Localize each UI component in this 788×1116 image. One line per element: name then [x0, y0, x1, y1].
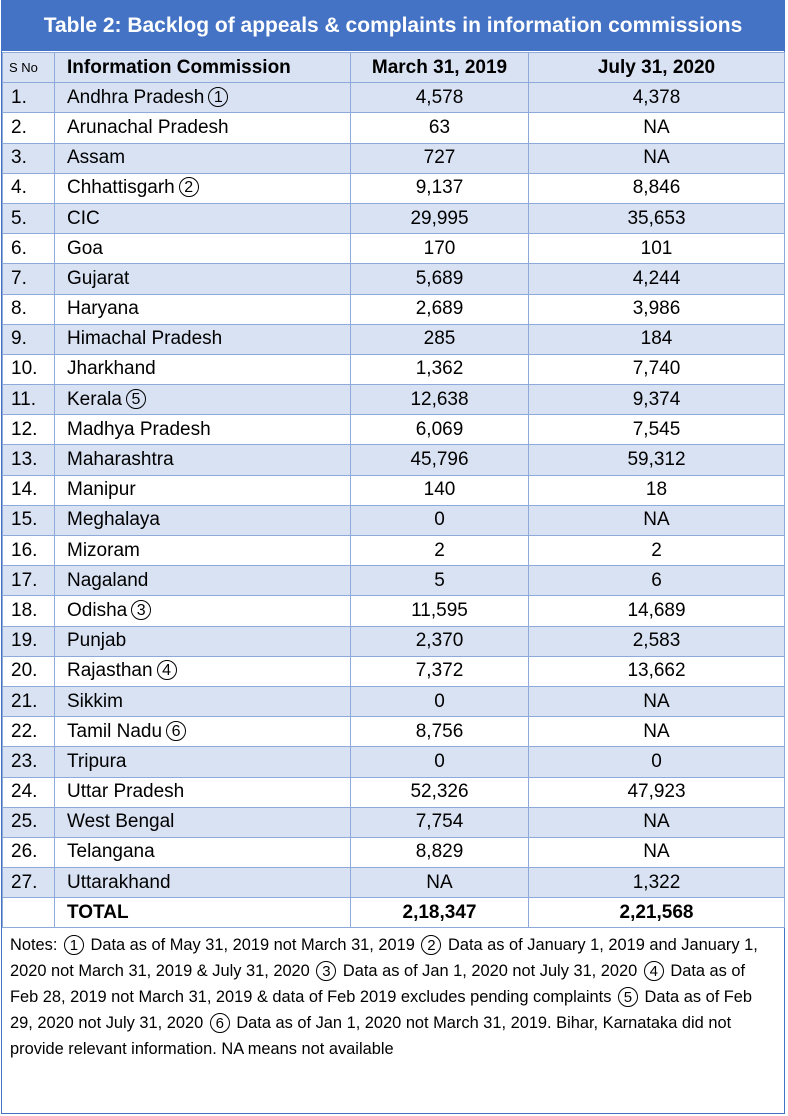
cell-commission-name	[55, 475, 351, 505]
commission-name: Meghalaya	[67, 509, 160, 531]
cell-commission-name	[55, 837, 351, 867]
cell-march-2019: NA	[351, 868, 529, 898]
table-row	[3, 445, 785, 475]
cell-july-2020: 101	[529, 234, 785, 264]
cell-sno: 11.	[3, 385, 55, 415]
footnote-ref: 5	[126, 389, 146, 409]
commission-name: CIC	[67, 207, 100, 229]
cell-sno: 15.	[3, 505, 55, 535]
commission-name: Uttar Pradesh	[67, 781, 185, 803]
table-body	[3, 83, 785, 928]
cell-sno: 8.	[3, 294, 55, 324]
cell-july-2020: 13,662	[529, 656, 785, 686]
table-row	[3, 234, 785, 264]
commission-name: Goa	[67, 237, 103, 259]
cell-march-2019: 63	[351, 113, 529, 143]
cell-march-2019: 6,069	[351, 415, 529, 445]
cell-sno: 2.	[3, 113, 55, 143]
cell-commission-name	[55, 807, 351, 837]
cell-commission-name	[55, 324, 351, 354]
cell-july-2020: 184	[529, 324, 785, 354]
cell-july-2020: NA	[529, 807, 785, 837]
table-row	[3, 294, 785, 324]
table-row	[3, 143, 785, 173]
table-row	[3, 83, 785, 113]
cell-march-2019: 2	[351, 536, 529, 566]
note-number: 5	[618, 987, 638, 1007]
cell-march-2019: 8,829	[351, 837, 529, 867]
cell-sno: 7.	[3, 264, 55, 294]
table-row	[3, 837, 785, 867]
cell-sno: 17.	[3, 566, 55, 596]
table-row	[3, 475, 785, 505]
table-row	[3, 656, 785, 686]
cell-july-2020: 4,244	[529, 264, 785, 294]
cell-march-2019: 45,796	[351, 445, 529, 475]
table-row	[3, 354, 785, 384]
table-row	[3, 596, 785, 626]
commission-name: Maharashtra	[67, 449, 174, 471]
cell-commission-name	[55, 354, 351, 384]
cell-commission-name	[55, 143, 351, 173]
cell-march-2019: 4,578	[351, 83, 529, 113]
cell-commission-name	[55, 777, 351, 807]
commission-name: Assam	[67, 147, 126, 169]
table-title: Table 2: Backlog of appeals & complaints in information commissions	[2, 1, 784, 52]
table-document	[1, 0, 785, 1114]
cell-july-2020: 4,378	[529, 83, 785, 113]
cell-sno: 25.	[3, 807, 55, 837]
cell-sno: 13.	[3, 445, 55, 475]
cell-sno: 20.	[3, 656, 55, 686]
table-row	[3, 173, 785, 203]
cell-march-2019: 8,756	[351, 717, 529, 747]
commission-name: Kerala	[67, 388, 122, 410]
cell-sno: 5.	[3, 203, 55, 233]
table-row	[3, 717, 785, 747]
cell-sno: 19.	[3, 626, 55, 656]
note-number: 2	[421, 935, 441, 955]
cell-march-2019: 7,372	[351, 656, 529, 686]
cell-july-2020: 59,312	[529, 445, 785, 475]
cell-commission-name	[55, 173, 351, 203]
cell-march-2019: 29,995	[351, 203, 529, 233]
cell-sno: 21.	[3, 686, 55, 716]
cell-commission-name	[55, 385, 351, 415]
header-july-2020: July 31, 2020	[529, 53, 785, 83]
cell-march-2019: 285	[351, 324, 529, 354]
cell-july-2020: NA	[529, 113, 785, 143]
cell-march-2019: 7,754	[351, 807, 529, 837]
cell-july-2020: 8,846	[529, 173, 785, 203]
note-text: Data as of Jan 1, 2020 not July 31, 2020	[342, 962, 638, 981]
cell-total-empty	[3, 898, 55, 928]
cell-march-2019: 1,362	[351, 354, 529, 384]
note-number: 6	[210, 1013, 230, 1033]
cell-sno: 1.	[3, 83, 55, 113]
cell-july-2020: 9,374	[529, 385, 785, 415]
cell-commission-name	[55, 596, 351, 626]
note-text: Data as of January 1, 2019 and January 1, 2020 not March 31, 2019 & July 31, 2020	[10, 936, 758, 981]
table-row	[3, 868, 785, 898]
cell-sno: 12.	[3, 415, 55, 445]
cell-march-2019: 11,595	[351, 596, 529, 626]
cell-commission-name	[55, 656, 351, 686]
cell-commission-name	[55, 83, 351, 113]
header-march-2019: March 31, 2019	[351, 53, 529, 83]
cell-july-2020: 6	[529, 566, 785, 596]
cell-march-2019: 52,326	[351, 777, 529, 807]
table-row	[3, 505, 785, 535]
footnote-ref: 6	[166, 721, 186, 741]
commission-name: Manipur	[67, 479, 136, 501]
cell-sno: 6.	[3, 234, 55, 264]
commission-name: Telangana	[67, 841, 155, 863]
table-row	[3, 536, 785, 566]
cell-july-2020: 0	[529, 747, 785, 777]
cell-commission-name	[55, 536, 351, 566]
table-row	[3, 415, 785, 445]
notes-prefix: Notes:	[10, 936, 58, 955]
commission-name: Madhya Pradesh	[67, 418, 211, 440]
commission-name: Chhattisgarh	[67, 177, 175, 199]
cell-sno: 27.	[3, 868, 55, 898]
table-row	[3, 566, 785, 596]
note-number: 4	[644, 961, 664, 981]
table-row	[3, 747, 785, 777]
commission-name: Jharkhand	[67, 358, 156, 380]
commission-name: Mizoram	[67, 539, 140, 561]
cell-july-2020: NA	[529, 143, 785, 173]
cell-march-2019: 140	[351, 475, 529, 505]
cell-commission-name	[55, 747, 351, 777]
cell-sno: 3.	[3, 143, 55, 173]
cell-march-2019: 0	[351, 505, 529, 535]
cell-march-2019: 5	[351, 566, 529, 596]
cell-july-2020: 14,689	[529, 596, 785, 626]
cell-commission-name	[55, 294, 351, 324]
note-number: 3	[316, 961, 336, 981]
table-row	[3, 807, 785, 837]
cell-july-2020: NA	[529, 717, 785, 747]
cell-commission-name	[55, 203, 351, 233]
header-information-commission: Information Commission	[55, 53, 351, 83]
cell-july-2020: 7,740	[529, 354, 785, 384]
table-row	[3, 777, 785, 807]
footnote-ref: 2	[179, 177, 199, 197]
commission-name: Tripura	[67, 750, 127, 772]
cell-march-2019: 9,137	[351, 173, 529, 203]
commission-name: Sikkim	[67, 690, 123, 712]
cell-march-2019: 0	[351, 747, 529, 777]
footnote-ref: 1	[208, 87, 228, 107]
table-row	[3, 626, 785, 656]
commission-name: Tamil Nadu	[67, 720, 163, 742]
commission-name: Odisha	[67, 599, 128, 621]
notes-block	[2, 928, 784, 1062]
cell-commission-name	[55, 717, 351, 747]
cell-commission-name	[55, 415, 351, 445]
cell-july-2020: 3,986	[529, 294, 785, 324]
cell-sno: 14.	[3, 475, 55, 505]
cell-commission-name	[55, 686, 351, 716]
cell-july-2020: 18	[529, 475, 785, 505]
cell-july-2020: 1,322	[529, 868, 785, 898]
note-number: 1	[64, 935, 84, 955]
footnote-ref: 3	[131, 600, 151, 620]
table-row	[3, 385, 785, 415]
table-row	[3, 203, 785, 233]
cell-sno: 10.	[3, 354, 55, 384]
commission-name: Nagaland	[67, 569, 149, 591]
table-row	[3, 686, 785, 716]
cell-sno: 16.	[3, 536, 55, 566]
footnote-ref: 4	[157, 660, 177, 680]
commission-name: Gujarat	[67, 267, 130, 289]
cell-sno: 23.	[3, 747, 55, 777]
cell-march-2019: 12,638	[351, 385, 529, 415]
cell-july-2020: NA	[529, 505, 785, 535]
cell-commission-name	[55, 264, 351, 294]
cell-sno: 18.	[3, 596, 55, 626]
cell-commission-name	[55, 626, 351, 656]
cell-commission-name	[55, 445, 351, 475]
total-march-2019: 2,18,347	[351, 898, 529, 928]
total-july-2020: 2,21,568	[529, 898, 785, 928]
total-label: TOTAL	[55, 898, 351, 928]
cell-march-2019: 0	[351, 686, 529, 716]
cell-sno: 26.	[3, 837, 55, 867]
cell-july-2020: NA	[529, 837, 785, 867]
table-row	[3, 264, 785, 294]
cell-commission-name	[55, 505, 351, 535]
cell-commission-name	[55, 113, 351, 143]
cell-july-2020: 35,653	[529, 203, 785, 233]
cell-march-2019: 5,689	[351, 264, 529, 294]
cell-july-2020: 47,923	[529, 777, 785, 807]
cell-july-2020: 7,545	[529, 415, 785, 445]
backlog-table	[2, 52, 785, 928]
cell-sno: 22.	[3, 717, 55, 747]
cell-commission-name	[55, 566, 351, 596]
cell-july-2020: 2	[529, 536, 785, 566]
cell-july-2020: 2,583	[529, 626, 785, 656]
cell-sno: 4.	[3, 173, 55, 203]
commission-name: Haryana	[67, 298, 139, 320]
cell-march-2019: 170	[351, 234, 529, 264]
header-sno: S No	[3, 53, 55, 83]
cell-commission-name	[55, 868, 351, 898]
cell-march-2019: 2,370	[351, 626, 529, 656]
note-text: Data as of May 31, 2019 not March 31, 2019	[90, 936, 415, 955]
note-text: Data as of Jan 1, 2020 not March 31, 2019.	[236, 1014, 552, 1033]
cell-july-2020: NA	[529, 686, 785, 716]
commission-name: Himachal Pradesh	[67, 328, 223, 350]
total-row	[3, 898, 785, 928]
cell-sno: 24.	[3, 777, 55, 807]
table-header-row	[3, 53, 785, 83]
commission-name: Arunachal Pradesh	[67, 116, 229, 138]
commission-name: Uttarakhand	[67, 871, 171, 893]
commission-name: Punjab	[67, 630, 127, 652]
commission-name: Rajasthan	[67, 660, 153, 682]
cell-march-2019: 727	[351, 143, 529, 173]
note-text: Data as of Feb 28, 2019 not March 31, 2019 & data of Feb 2019 excludes pending complaints	[10, 962, 746, 1007]
note-text: Data as of Feb 29, 2020 not July 31, 2020	[10, 988, 753, 1033]
table-row	[3, 113, 785, 143]
notes-suffix: Bihar, Karnataka did not provide relevant information. NA means not available	[10, 1014, 732, 1059]
commission-name: Andhra Pradesh	[67, 86, 205, 108]
table-row	[3, 324, 785, 354]
commission-name: West Bengal	[67, 811, 175, 833]
cell-sno: 9.	[3, 324, 55, 354]
cell-march-2019: 2,689	[351, 294, 529, 324]
cell-commission-name	[55, 234, 351, 264]
